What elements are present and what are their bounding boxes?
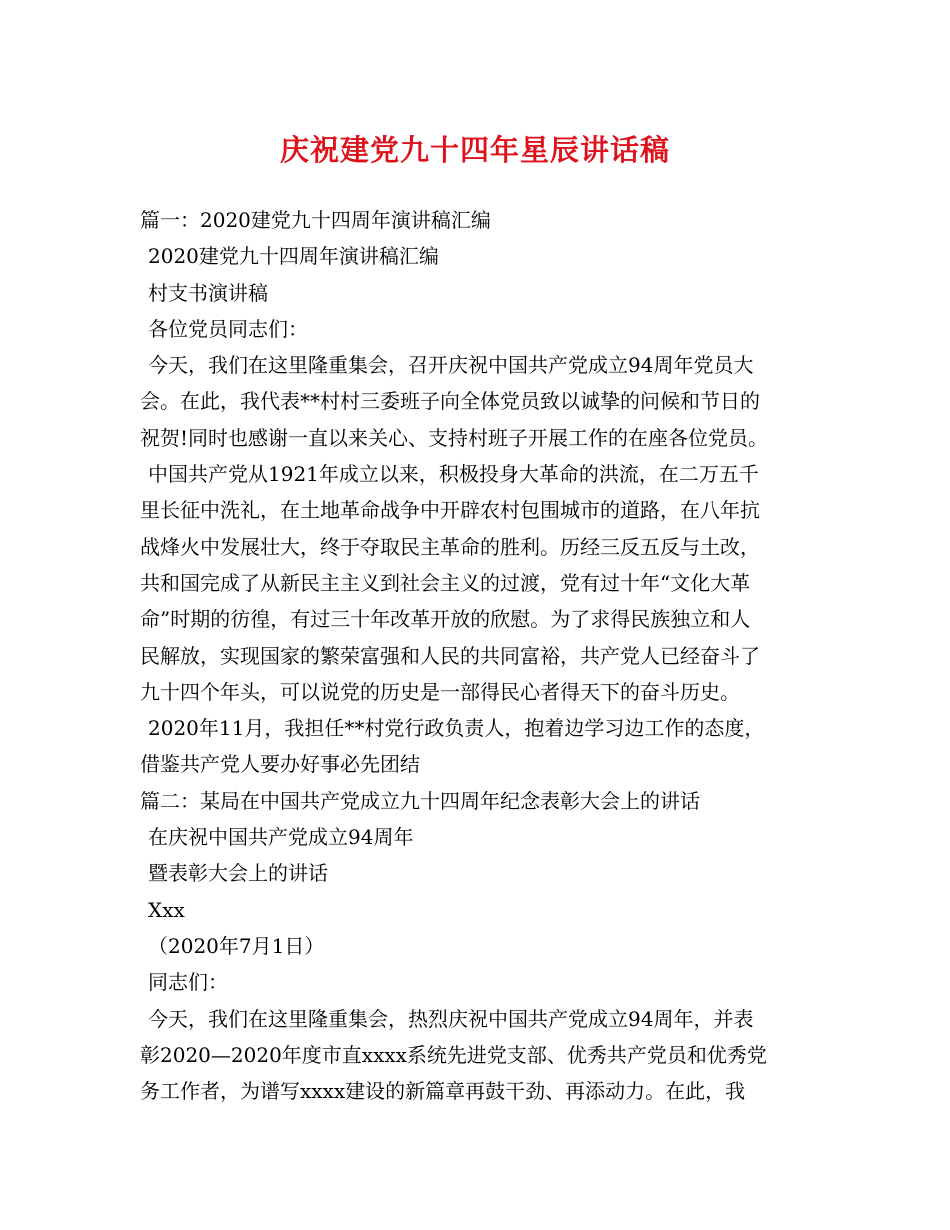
text-line: （2020年7月1日） [148,933,325,958]
text-line: 会。在此，我代表**村村三委班子向全体党员致以诚挚的问候和节日的 [140,389,760,414]
section-heading-2: 篇二：某局在中国共产党成立九十四周年纪念表彰大会上的讲话 [140,788,700,813]
text-line: 战烽火中发展壮大，终于夺取民主革命的胜利。历经三反五反与土改， [140,534,760,559]
document-title: 庆祝建党九十四年星辰讲话稿 [279,133,670,167]
document-body [140,202,830,1109]
text-line: 务工作者，为谱写xxxx建设的新篇章再鼓干劲、再添动力。在此，我 [140,1079,746,1104]
text-line: 借鉴共产党人要办好事必先团结 [140,752,420,777]
text-line: 2020年11月，我担任**村党行政负责人，抱着边学习边工作的态度， [148,716,765,741]
text-line: 祝贺!同时也感谢一直以来关心、支持村班子开展工作的在座各位党员。 [140,425,769,450]
text-line: 今天，我们在这里隆重集会，召开庆祝中国共产党成立94周年党员大 [148,353,754,378]
text-line: 中国共产党从1921年成立以来，积极投身大革命的洪流，在二万五千 [148,462,759,487]
text-line: 各位党员同志们： [148,316,308,341]
text-line: 民解放，实现国家的繁荣富强和人民的共同富裕，共产党人已经奋斗了 [140,643,760,668]
text-line: 暨表彰大会上的讲话 [148,861,328,886]
section-heading-1: 篇一：2020建党九十四周年演讲稿汇编 [140,208,491,232]
text-line: 在庆祝中国共产党成立94周年 [148,825,414,850]
text-line: 彰2020—2020年度市直xxxx系统先进党支部、优秀共产党员和优秀党 [140,1042,767,1067]
text-line: 2020建党九十四周年演讲稿汇编 [148,244,439,269]
text-line: 九十四个年头，可以说党的历史是一部得民心者得天下的奋斗历史。 [140,679,740,704]
text-line: Xxx [148,897,185,922]
text-line: 今天，我们在这里隆重集会，热烈庆祝中国共产党成立94周年，并表 [148,1006,754,1031]
text-line: 命”时期的彷徨，有过三十年改革开放的欣慰。为了求得民族独立和人 [140,607,751,632]
text-line: 里长征中洗礼，在土地革命战争中开辟农村包围城市的道路，在八年抗 [140,498,760,523]
text-line: 同志们： [148,970,228,995]
text-line: 村支书演讲稿 [148,280,268,305]
text-line: 共和国完成了从新民主主义到社会主义的过渡，党有过十年“文化大革 [140,570,751,595]
